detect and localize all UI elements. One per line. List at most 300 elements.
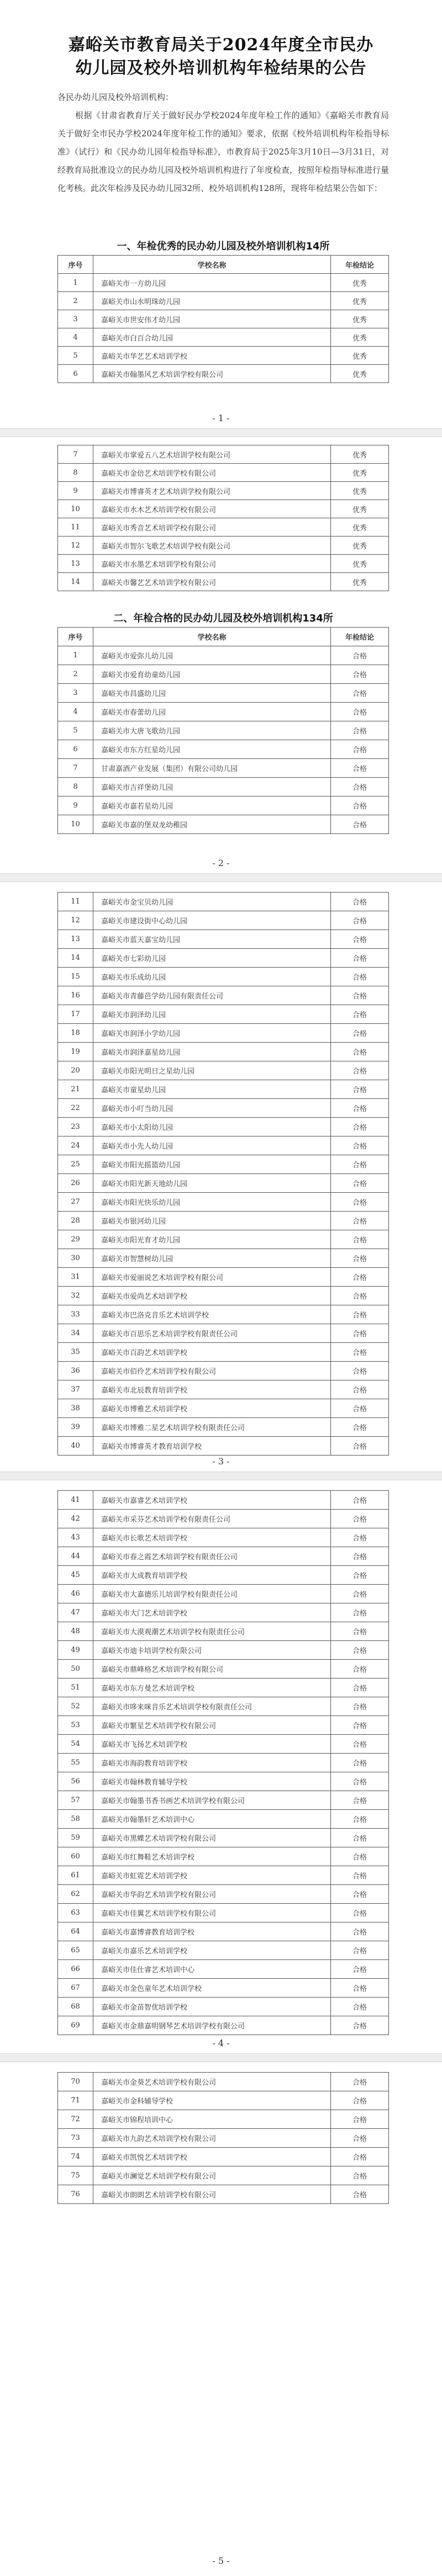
inspection-result: 合格 xyxy=(352,671,367,679)
row-number: 64 xyxy=(58,1922,93,1941)
inspection-result: 合格 xyxy=(352,1143,367,1151)
page-separator xyxy=(0,428,442,437)
institution-name: 嘉峪关市蓝天嘉宝幼儿园 xyxy=(93,930,331,948)
table-header-row xyxy=(57,255,389,274)
inspection-result: 合格 xyxy=(352,974,367,982)
institution-name: 嘉峪关市鼎峰格艺术培训学校有限公司 xyxy=(93,1660,331,1678)
table-row xyxy=(57,1343,389,1362)
inspection-result: 合格 xyxy=(352,1011,367,1019)
institution-name: 嘉峪关市金鼎嘉明钢琴艺术培训学校有限公司 xyxy=(93,2016,331,2035)
table-row xyxy=(57,1566,389,1585)
inspection-result: 合格 xyxy=(352,2135,367,2143)
inspection-result: 合格 xyxy=(352,1853,367,1862)
row-number: 42 xyxy=(58,1510,93,1528)
table-row xyxy=(57,1212,389,1230)
row-number: 70 xyxy=(58,2073,93,2091)
table-row xyxy=(57,759,389,778)
row-number: 49 xyxy=(58,1641,93,1659)
table-row xyxy=(57,1810,389,1829)
table-row xyxy=(57,1603,389,1622)
row-number: 45 xyxy=(58,1566,93,1584)
institution-name: 嘉峪关市阳光快乐幼儿园 xyxy=(93,1193,331,1211)
table-row xyxy=(57,1772,389,1791)
qualified-table-part-1 xyxy=(57,627,389,834)
institution-name: 嘉峪关市七彩幼儿园 xyxy=(93,949,331,967)
table-row xyxy=(57,721,389,740)
row-number: 40 xyxy=(58,1437,93,1455)
institution-name: 嘉峪关市世安伟才幼儿园 xyxy=(93,310,331,328)
inspection-result: 优秀 xyxy=(352,370,367,379)
inspection-result: 合格 xyxy=(352,1387,367,1395)
inspection-result: 合格 xyxy=(352,1030,367,1038)
institution-name: 嘉峪关市金科辅导学校 xyxy=(93,2091,331,2110)
title-line-1: 嘉峪关市教育局关于2024年度全市民办 xyxy=(68,35,374,55)
table-row xyxy=(57,537,389,555)
inspection-result: 合格 xyxy=(352,1666,367,1674)
inspection-result: 合格 xyxy=(352,765,367,773)
inspection-result: 合格 xyxy=(352,1180,367,1188)
row-number: 46 xyxy=(58,1585,93,1603)
row-number: 9 xyxy=(58,796,93,815)
row-number: 1 xyxy=(58,646,93,665)
table-row xyxy=(57,930,389,949)
institution-name: 嘉峪关市童星幼儿园 xyxy=(93,1080,331,1098)
row-number: 69 xyxy=(58,2016,93,2035)
institution-name: 嘉峪关市智尔飞歌艺术培训学校有限公司 xyxy=(93,537,331,554)
institution-name: 嘉峪关市阳光育才幼儿园 xyxy=(93,1230,331,1249)
row-number: 50 xyxy=(58,1660,93,1678)
table-row xyxy=(57,1829,389,1847)
row-number: 19 xyxy=(58,1043,93,1061)
institution-name: 嘉峪关市繁星艺术培训学校有限公司 xyxy=(93,1716,331,1734)
inspection-result: 合格 xyxy=(352,1124,367,1132)
institution-name: 嘉峪关市吉祥堡幼儿园 xyxy=(93,778,331,796)
table-row xyxy=(57,1080,389,1099)
institution-name: 嘉峪关市澜觉艺术培训学校有限公司 xyxy=(93,2166,331,2185)
institution-name: 嘉峪关市小太阳幼儿园 xyxy=(93,1118,331,1136)
inspection-result: 合格 xyxy=(352,1628,367,1637)
inspection-result: 合格 xyxy=(352,1199,367,1207)
institution-name: 嘉峪关市馨艺艺术培训学校有限公司 xyxy=(93,573,331,591)
table-row xyxy=(57,2016,389,2035)
table-row xyxy=(57,2129,389,2148)
inspection-result: 优秀 xyxy=(352,560,367,569)
table-row xyxy=(57,1193,389,1212)
institution-name: 嘉峪关市大成教育培训学校 xyxy=(93,1566,331,1584)
inspection-result: 合格 xyxy=(352,1049,367,1057)
row-number: 21 xyxy=(58,1080,93,1098)
table-row xyxy=(57,1249,389,1268)
row-number: 51 xyxy=(58,1679,93,1697)
row-number: 41 xyxy=(58,1491,93,1509)
institution-name: 嘉峪关市嘉的堡双龙幼稚园 xyxy=(93,815,331,833)
inspection-result: 合格 xyxy=(352,2116,367,2124)
institution-name: 嘉峪关市百思乐艺术培训学校有限责任公司 xyxy=(93,1324,331,1342)
row-number: 57 xyxy=(58,1791,93,1809)
institution-name: 嘉峪关市博雅二星艺术培训学校有限责任公司 xyxy=(93,1418,331,1436)
table-row xyxy=(57,482,389,500)
row-number: 43 xyxy=(58,1528,93,1547)
inspection-result: 优秀 xyxy=(352,542,367,551)
institution-name: 嘉峪关市爱育幼童幼儿园 xyxy=(93,665,331,683)
inspection-result: 合格 xyxy=(352,1105,367,1113)
table-row xyxy=(57,892,389,911)
row-number: 72 xyxy=(58,2110,93,2128)
header-no: 序号 xyxy=(58,628,93,646)
table-row xyxy=(57,986,389,1005)
table-row xyxy=(57,1043,389,1061)
inspection-result: 合格 xyxy=(352,2079,367,2087)
table-row xyxy=(57,968,389,986)
table-row xyxy=(57,1885,389,1904)
row-number: 1 xyxy=(58,274,93,291)
institution-name: 甘肃嘉酒产业发展（集团）有限公司幼儿园 xyxy=(93,759,331,777)
row-number: 76 xyxy=(58,2185,93,2203)
row-number: 52 xyxy=(58,1697,93,1715)
institution-name: 嘉峪关市爱弥儿幼儿园 xyxy=(93,646,331,665)
inspection-result: 合格 xyxy=(352,1405,367,1414)
institution-name: 嘉峪关市金葵艺术培训学校有限公司 xyxy=(93,2073,331,2091)
table-row xyxy=(57,646,389,665)
row-number: 47 xyxy=(58,1603,93,1622)
row-number: 13 xyxy=(58,930,93,948)
table-row xyxy=(57,1155,389,1174)
table-row xyxy=(57,1510,389,1528)
row-number: 34 xyxy=(58,1324,93,1342)
institution-name: 嘉峪关市凯悦艺术培训学校 xyxy=(93,2148,331,2166)
table-row xyxy=(57,1716,389,1735)
inspection-result: 合格 xyxy=(352,1553,367,1561)
row-number: 48 xyxy=(58,1622,93,1640)
institution-name: 嘉峪关市银河幼儿园 xyxy=(93,1212,331,1230)
inspection-result: 合格 xyxy=(352,1086,367,1095)
institution-name: 嘉峪关市秀音艺术培训学校有限公司 xyxy=(93,518,331,536)
table-row xyxy=(57,1791,389,1810)
row-number: 8 xyxy=(58,464,93,481)
institution-name: 嘉峪关市阳光明日之星幼儿园 xyxy=(93,1061,331,1080)
table-row xyxy=(57,665,389,684)
row-number: 25 xyxy=(58,1155,93,1173)
table-row xyxy=(57,796,389,815)
institution-name: 嘉峪关市阳光摇篮幼儿园 xyxy=(93,1155,331,1173)
page-number-2: - 2 - xyxy=(212,858,230,868)
table-row xyxy=(57,703,389,721)
inspection-result: 合格 xyxy=(352,2022,367,2031)
institution-name: 嘉峪关市掌爱五八艺术培训学校有限公司 xyxy=(93,445,331,463)
inspection-result: 合格 xyxy=(352,746,367,755)
institution-name: 嘉峪关市智慧树幼儿园 xyxy=(93,1249,331,1267)
inspection-result: 合格 xyxy=(352,1218,367,1226)
inspection-result: 合格 xyxy=(352,1778,367,1787)
institution-name: 嘉峪关市金苗智优培训学校 xyxy=(93,1998,331,2016)
table-row xyxy=(57,1904,389,1922)
inspection-result: 合格 xyxy=(352,1966,367,1974)
inspection-result: 合格 xyxy=(352,1572,367,1580)
row-number: 74 xyxy=(58,2148,93,2166)
row-number: 4 xyxy=(58,328,93,346)
inspection-result: 合格 xyxy=(352,1534,367,1543)
table-row xyxy=(57,740,389,759)
table-row xyxy=(57,1324,389,1343)
row-number: 28 xyxy=(58,1212,93,1230)
table-row xyxy=(57,2166,389,2185)
institution-name: 嘉峪关市朗朗艺术培训学校有限公司 xyxy=(93,2185,331,2203)
section-heading-qualified: 二、年检合格的民办幼儿园及校外培训机构134所 xyxy=(113,613,333,624)
intro-salutation: 各民办幼儿园及校外培训机构： xyxy=(57,92,174,102)
row-number: 27 xyxy=(58,1193,93,1211)
row-number: 75 xyxy=(58,2166,93,2185)
institution-name: 嘉峪关市水墨艺术培训学校有限公司 xyxy=(93,555,331,572)
row-number: 20 xyxy=(58,1061,93,1080)
header-name: 学校名称 xyxy=(93,256,331,273)
table-row xyxy=(57,464,389,482)
institution-name: 嘉峪关市昌盛幼儿园 xyxy=(93,684,331,702)
row-number: 23 xyxy=(58,1118,93,1136)
institution-name: 嘉峪关市博雅艺术培训学校 xyxy=(93,1399,331,1417)
table-row xyxy=(57,1754,389,1772)
inspection-result: 合格 xyxy=(352,1349,367,1357)
table-row xyxy=(57,1362,389,1380)
row-number: 37 xyxy=(58,1380,93,1399)
inspection-result: 合格 xyxy=(352,727,367,736)
institution-name: 嘉峪关市飞扬艺术培训学校 xyxy=(93,1735,331,1753)
inspection-result: 合格 xyxy=(352,1985,367,1993)
institution-name: 嘉峪关市华韵艺术培训学校有限公司 xyxy=(93,1885,331,1903)
row-number: 32 xyxy=(58,1287,93,1305)
row-number: 10 xyxy=(58,815,93,833)
table-row xyxy=(57,1136,389,1155)
institution-name: 嘉峪关市翰林教育辅导学校 xyxy=(93,1772,331,1791)
table-row xyxy=(57,1380,389,1399)
row-number: 16 xyxy=(58,986,93,1005)
row-number: 9 xyxy=(58,482,93,500)
inspection-result: 优秀 xyxy=(352,352,367,361)
table-header-row xyxy=(57,627,389,646)
institution-name: 嘉峪关市金倍艺术培训学校有限公司 xyxy=(93,464,331,481)
row-number: 22 xyxy=(58,1099,93,1117)
institution-name: 嘉峪关市佳翼艺术培训学校有限公司 xyxy=(93,1904,331,1922)
institution-name: 嘉峪关市爱尚艺术培训学校 xyxy=(93,1287,331,1305)
institution-name: 嘉峪关市建设街中心幼儿园 xyxy=(93,911,331,930)
inspection-result: 合格 xyxy=(352,2004,367,2012)
institution-name: 嘉峪关市迪卡培训学校有限公司 xyxy=(93,1641,331,1659)
institution-name: 嘉峪关市白百合幼儿园 xyxy=(93,328,331,346)
inspection-result: 优秀 xyxy=(352,469,367,478)
table-row xyxy=(57,445,389,464)
inspection-result: 合格 xyxy=(352,1067,367,1076)
table-row xyxy=(57,1437,389,1456)
header-name: 学校名称 xyxy=(93,628,331,646)
table-row xyxy=(57,1866,389,1885)
institution-name: 嘉峪关市大嘉德乐儿培训学校有限责任公司 xyxy=(93,1585,331,1603)
institution-name: 嘉峪关市春之霞艺术培训学校有限责任公司 xyxy=(93,1547,331,1565)
page-number-3: - 3 - xyxy=(212,1456,230,1467)
table-row xyxy=(57,1061,389,1080)
table-row xyxy=(57,1099,389,1118)
table-row xyxy=(57,1979,389,1998)
row-number: 3 xyxy=(58,310,93,328)
table-row xyxy=(57,573,389,591)
inspection-result: 合格 xyxy=(352,1797,367,1805)
row-number: 6 xyxy=(58,740,93,758)
inspection-result: 优秀 xyxy=(352,334,367,343)
qualified-table-part-4 xyxy=(57,2072,389,2204)
qualified-table-part-3 xyxy=(57,1490,389,2035)
inspection-result: 合格 xyxy=(352,1703,367,1712)
inspection-result: 合格 xyxy=(352,1835,367,1843)
inspection-result: 合格 xyxy=(352,1685,367,1693)
header-result: 年检结论 xyxy=(345,634,374,642)
institution-name: 嘉峪关市嘉博睿教育培训学校 xyxy=(93,1922,331,1941)
inspection-result: 优秀 xyxy=(352,506,367,514)
institution-name: 嘉峪关市海韵教育培训学校 xyxy=(93,1754,331,1772)
institution-name: 嘉峪关市嘉睿艺术培训学校 xyxy=(93,1491,331,1509)
institution-name: 嘉峪关市虹霓艺术培训学校 xyxy=(93,1866,331,1884)
inspection-result: 合格 xyxy=(352,1947,367,1956)
table-row xyxy=(57,1418,389,1437)
table-row xyxy=(57,1998,389,2016)
institution-name: 嘉峪关市嘉乐艺术培训学校 xyxy=(93,1941,331,1959)
page-number-4: - 4 - xyxy=(212,2038,230,2048)
institution-name: 嘉峪关市润泽幼儿园 xyxy=(93,1005,331,1023)
table-row xyxy=(57,328,389,347)
row-number: 65 xyxy=(58,1941,93,1959)
inspection-result: 合格 xyxy=(352,1293,367,1301)
page-separator xyxy=(0,873,442,882)
row-number: 68 xyxy=(58,1998,93,2016)
inspection-result: 合格 xyxy=(352,1647,367,1655)
institution-name: 嘉峪关市金宝贝幼儿园 xyxy=(93,893,331,911)
table-row xyxy=(57,347,389,365)
row-number: 14 xyxy=(58,949,93,967)
table-row xyxy=(57,1399,389,1418)
institution-name: 嘉峪关市华艺艺术培训学校 xyxy=(93,347,331,364)
header-no: 序号 xyxy=(58,256,93,273)
qualified-table-part-2 xyxy=(57,892,389,1456)
institution-name: 嘉峪关市金色童年艺术培训学校 xyxy=(93,1979,331,1997)
institution-name: 嘉峪关市黑蝶艺术培训学校有限公司 xyxy=(93,1829,331,1847)
inspection-result: 优秀 xyxy=(352,298,367,306)
institution-name: 嘉峪关市春蕾幼儿园 xyxy=(93,703,331,721)
row-number: 13 xyxy=(58,555,93,572)
row-number: 14 xyxy=(58,573,93,591)
excellent-table-part-1 xyxy=(57,255,389,383)
page-separator xyxy=(0,1472,442,1480)
row-number: 5 xyxy=(58,721,93,740)
inspection-result: 合格 xyxy=(352,955,367,963)
intro-body: 根据《甘肃省教育厅关于做好民办学校2024年度年检工作的通知》《嘉峪关市教育局关于做好全市民办学校2024年度年检工作的通知》要求，依据《校外培训机构年检指导标准》（试行）和《民办幼儿园年检指导标准》，市教育局于2025年3月10日—3月31日，对经教育局批准设立的民办幼儿园及校外培训机构进行了年度检查，按照年检指导标准进行量化考核。此次年检涉及民办幼儿园32所、校外培训机构128所，现将年检结果公告如下： xyxy=(57,110,390,193)
table-row xyxy=(57,1230,389,1249)
row-number: 7 xyxy=(58,759,93,777)
inspection-result: 合格 xyxy=(352,652,367,661)
row-number: 54 xyxy=(58,1735,93,1753)
table-row xyxy=(57,1641,389,1660)
table-row xyxy=(57,1660,389,1679)
institution-name: 嘉峪关市嘉若星幼儿园 xyxy=(93,796,331,815)
institution-name: 嘉峪关市一方幼儿园 xyxy=(93,274,331,291)
table-row xyxy=(57,2148,389,2166)
table-row xyxy=(57,1622,389,1641)
institution-name: 嘉峪关市大唐飞歌幼儿园 xyxy=(93,721,331,740)
row-number: 67 xyxy=(58,1979,93,1997)
inspection-result: 优秀 xyxy=(352,316,367,325)
row-number: 61 xyxy=(58,1866,93,1884)
inspection-result: 合格 xyxy=(352,1610,367,1618)
title-line-2: 幼儿园及校外培训机构年检结果的公告 xyxy=(75,59,367,78)
table-row xyxy=(57,2072,389,2091)
inspection-result: 合格 xyxy=(352,1891,367,1899)
row-number: 58 xyxy=(58,1810,93,1828)
inspection-result: 合格 xyxy=(352,1591,367,1599)
row-number: 29 xyxy=(58,1230,93,1249)
inspection-result: 合格 xyxy=(352,1311,367,1320)
table-row xyxy=(57,1941,389,1960)
institution-name: 嘉峪关市阳光新天地幼儿园 xyxy=(93,1174,331,1192)
institution-name: 嘉峪关市佳仕睿艺术培训中心 xyxy=(93,1960,331,1978)
table-row xyxy=(57,1528,389,1547)
institution-name: 嘉峪关市爱丽说艺术培训学校有限公司 xyxy=(93,1268,331,1286)
table-row xyxy=(57,365,389,383)
table-row xyxy=(57,1287,389,1305)
row-number: 38 xyxy=(58,1399,93,1417)
row-number: 31 xyxy=(58,1268,93,1286)
inspection-result: 合格 xyxy=(352,899,367,907)
inspection-result: 合格 xyxy=(352,1161,367,1170)
table-row xyxy=(57,911,389,930)
table-row xyxy=(57,684,389,703)
institution-name: 嘉峪关市润泽小学幼儿园 xyxy=(93,1024,331,1042)
table-row xyxy=(57,2110,389,2129)
table-row xyxy=(57,1268,389,1287)
inspection-result: 合格 xyxy=(352,1424,367,1432)
row-number: 2 xyxy=(58,665,93,683)
row-number: 30 xyxy=(58,1249,93,1267)
institution-name: 嘉峪关市山水明珠幼儿园 xyxy=(93,292,331,310)
table-row xyxy=(57,815,389,834)
institution-name: 嘉峪关市小叮当幼儿园 xyxy=(93,1099,331,1117)
page-number-5: - 5 - xyxy=(212,2556,230,2566)
institution-name: 嘉峪关市百韵艺术培训学校 xyxy=(93,1343,331,1361)
row-number: 26 xyxy=(58,1174,93,1192)
table-row xyxy=(57,1005,389,1024)
table-row xyxy=(57,292,389,310)
inspection-result: 合格 xyxy=(352,2173,367,2181)
row-number: 53 xyxy=(58,1716,93,1734)
inspection-result: 合格 xyxy=(352,2191,367,2200)
inspection-result: 合格 xyxy=(352,821,367,830)
section-heading-excellent: 一、年检优秀的民办幼儿园及校外培训机构14所 xyxy=(117,241,330,252)
row-number: 15 xyxy=(58,968,93,986)
inspection-result: 合格 xyxy=(352,936,367,944)
row-number: 12 xyxy=(58,537,93,554)
inspection-result: 合格 xyxy=(352,803,367,811)
institution-name: 嘉峪关市长歌艺术培训学校 xyxy=(93,1528,331,1547)
inspection-result: 合格 xyxy=(352,917,367,926)
inspection-result: 合格 xyxy=(352,2154,367,2162)
row-number: 33 xyxy=(58,1305,93,1324)
institution-name: 嘉峪关市东方曼艺术培训学校 xyxy=(93,1679,331,1697)
table-row xyxy=(57,1922,389,1941)
table-row xyxy=(57,555,389,573)
table-row xyxy=(57,2091,389,2110)
institution-name: 嘉峪关市大漠观潮艺术培训学校有限责任公司 xyxy=(93,1622,331,1640)
inspection-result: 合格 xyxy=(352,1741,367,1749)
inspection-result: 合格 xyxy=(352,1516,367,1524)
table-row xyxy=(57,1305,389,1324)
institution-name: 嘉峪关市乐成幼儿园 xyxy=(93,968,331,986)
institution-name: 嘉峪关市大门艺术培训学校 xyxy=(93,1603,331,1622)
row-number: 59 xyxy=(58,1829,93,1847)
